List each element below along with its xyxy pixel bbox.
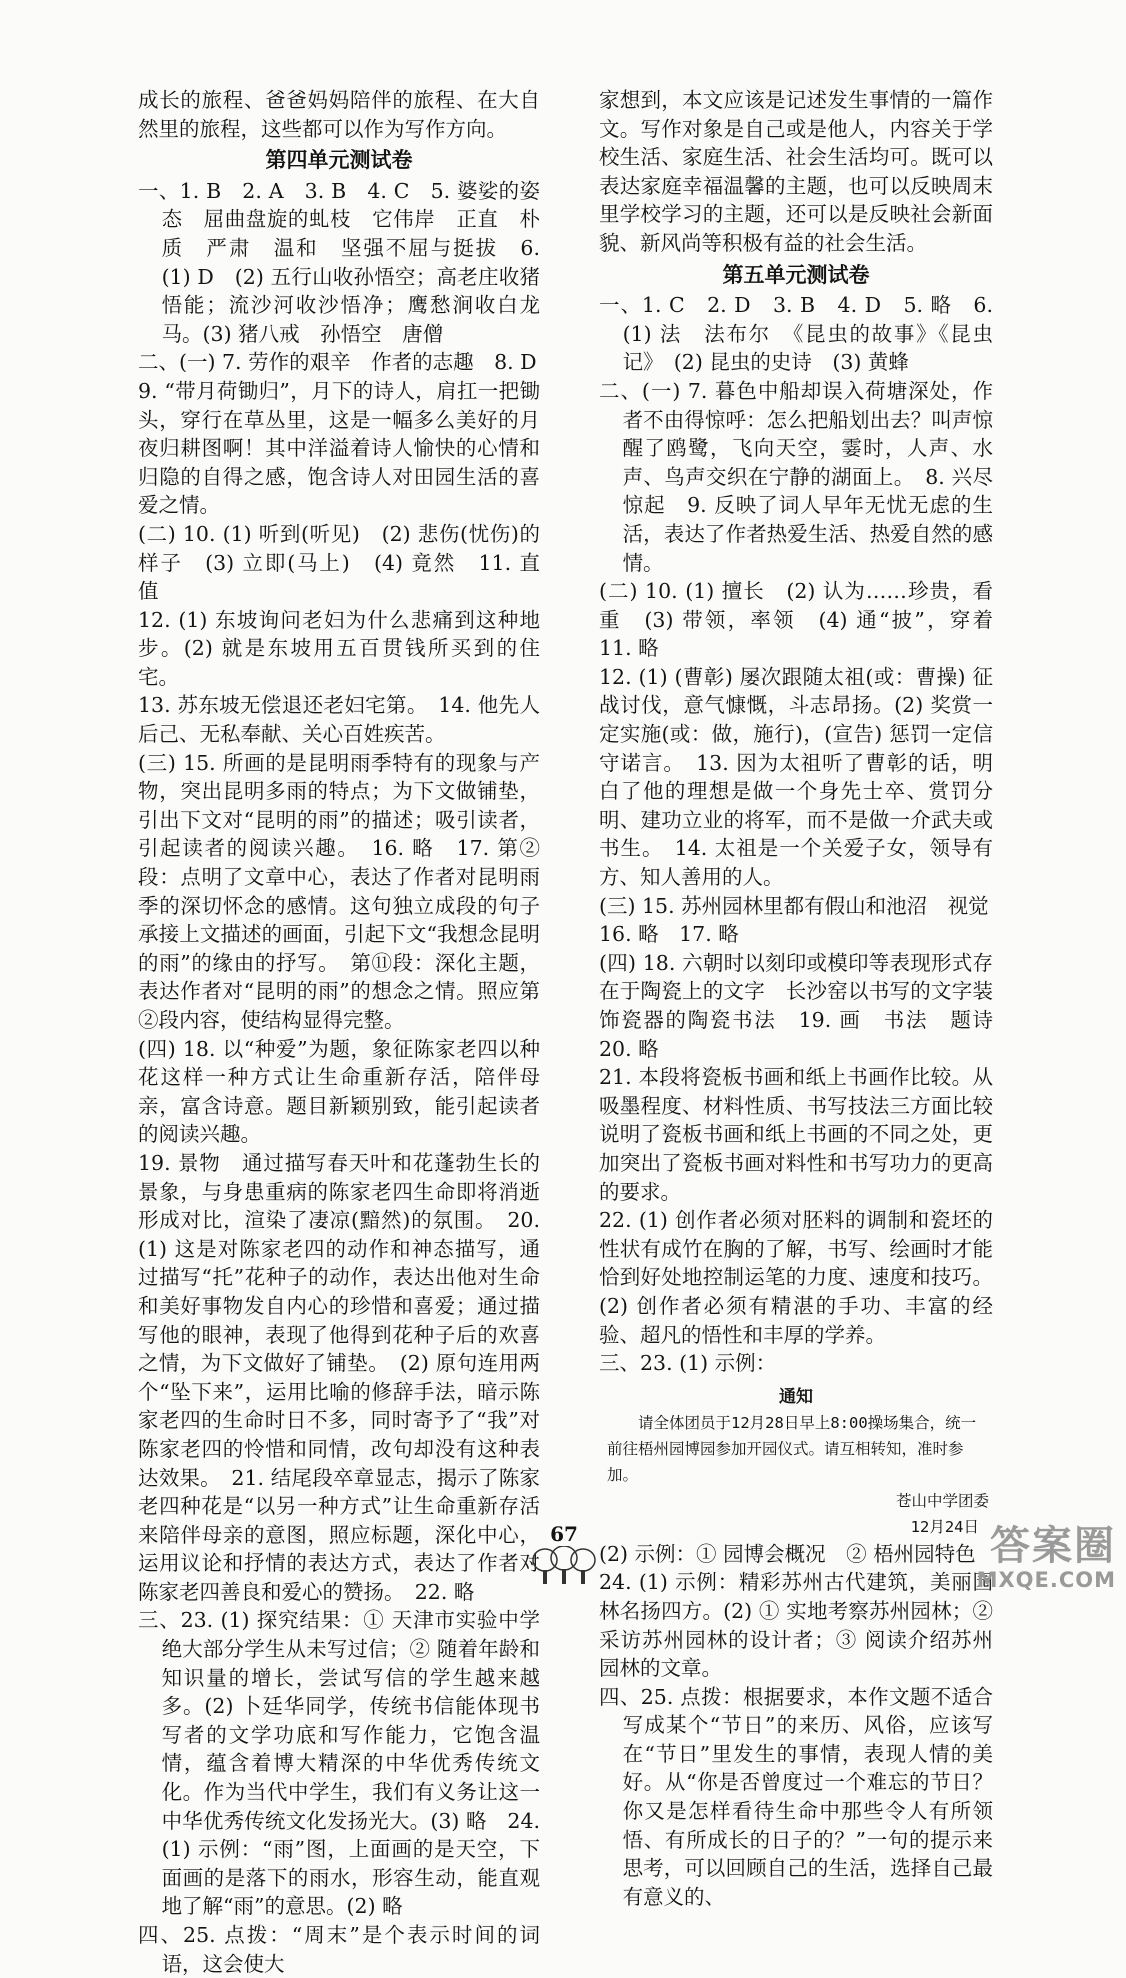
answer-paragraph: 12. (1) 东坡询问老妇为什么悲痛到这种地步。(2) 就是东坡用五百贯钱所买到的住宅。: [138, 607, 540, 689]
answer-section-1: 一、1. B 2. A 3. B 4. C 5. 婆娑的姿态 屈曲盘旋的虬枝 它伟岸 正直 朴质 严肃 温和 坚强不屈与挺拔 6. (1) D (2) 五行山收孙悟空；高老庄收猪悟能；流沙河收沙悟净；鹰愁涧收白龙马。(3) 猪八戒 孙悟空 唐僧: [138, 178, 540, 346]
page-number: [527, 1522, 601, 1590]
left-column: [138, 86, 561, 1978]
page-number-text: 67: [550, 1522, 578, 1546]
watermark-logo-text: 答案圈: [990, 1523, 1116, 1569]
answer-paragraph: (四) 18. 以“种爱”为题，象征陈家老四以种花这样一种方式让生命重新存活，陪伴母亲，富含诗意。题目新颖别致，能引起读者的阅读兴趣。: [138, 1036, 540, 1147]
notice-title: 通知: [779, 1386, 813, 1407]
answer-paragraph: 19. 景物 通过描写春天叶和花蓬勃生长的景象，与身患重病的陈家老四生命即将消逝形成对比，渲染了凄凉(黯然)的氛围。 20. (1) 这是对陈家老四的动作和神态描写，通过描写“托”花种子的动作，表达出他对生命和美好事物发自内心的珍惜和喜爱；通过描写他的眼神，表现了他得到花种子后的欢喜之情，为下文做好了铺垫。 (2) 原句连用两个“坠下来”，运用比喻的修辞手法，暗示陈家老四的生命时日不多，同时寄予了“我”对陈家老四的怜惜和同情，改句却没有这种表达效果。 21. 结尾段卒章显志，揭示了陈家老四种花是“以另一种方式”让生命重新存活来陪伴母亲的意图，照应标题，深化中心，运用议论和抒情的表达方式，表达了作者对陈家老四善良和爱心的赞扬。 22. 略: [138, 1150, 540, 1604]
answer-paragraph: 12. (1) (曹彰) 屡次跟随太祖(或：曹操) 征战讨伐，意气慷慨，斗志昂扬。(2) 奖赏一定实施(或：做，施行)，(宣告) 惩罚一定信守诺言。 13. 因为太祖听了曹彰的话，明白了他的理想是做一个身先士卒、赏罚分明、建功立业的将军，而不是做一介武夫或书生。 14. 太祖是一个关爱子女，领导有方、知人善用的人。: [599, 664, 993, 890]
answer-section-4: 四、25. 点拨：根据要求，本作文题不适合写成某个“节日”的来历、风俗，应该写在“节日”里发生的事情，表现人情的美好。从“你是否曾度过一个难忘的节日？你又是怎样看待生命中那些令人有所领悟、有所成长的日子的？”一句的提示来思考，可以回顾自己的生活，选择自己最有意义的、: [599, 1684, 993, 1909]
answer-paragraph: (四) 18. 六朝时以刻印或模印等表现形式存在于陶瓷上的文字 长沙窑以书写的文字装饰瓷器的陶瓷书法 19. 画 书法 题诗 20. 略: [599, 950, 1014, 1061]
intro-paragraph: 成长的旅程、爸爸妈妈陪伴的旅程、在大自然里的旅程，这些都可以作为写作方向。: [138, 88, 540, 141]
unit4-title: 第四单元测试卷: [265, 147, 413, 173]
answer-section-3: 三、23. (1) 探究结果：① 天津市实验中学绝大部分学生从未写过信；② 随着年龄和知识量的增长，尝试写信的学生越来越多。(2) 卜廷华同学，传统书信能体现书写者的文学功底和写作能力，它饱含温情，蕴含着博大精深的中华优秀传统文化。作为当代中学生，我们有义务让这一中华优秀传统文化发扬光大。(3) 略 24. (1) 示例：“雨”图，上面画的是天空，下面画的是落下的雨水，形容生动，能直观地了解“雨”的意思。(2) 略: [138, 1608, 540, 1919]
answer-paragraph: 9. “带月荷锄归”，月下的诗人，肩扛一把锄头，穿行在草丛里，这是一幅多么美好的月夜归耕图啊！其中洋溢着诗人愉快的心情和归隐的自得之感，饱含诗人对田园生活的喜爱之情。: [138, 378, 540, 518]
answer-paragraph: (二) 10. (1) 擅长 (2) 认为……珍贵，看重 (3) 带领，率领 (4) 通“披”，穿着 11. 略: [599, 579, 1014, 661]
unit5-title: 第五单元测试卷: [722, 261, 870, 287]
notice-date: 12月24日: [910, 1517, 979, 1536]
watermark: [916, 1524, 1116, 1592]
right-column: [599, 86, 1014, 1911]
answer-paragraph: (二) 10. (1) 听到(听见) (2) 悲伤(忧伤)的样子 (3) 立即(马上) (4) 竟然 11. 直 值: [138, 521, 561, 604]
answer-paragraph: (三) 15. 所画的是昆明雨季特有的现象与产物，突出昆明多雨的特点；为下文做铺垫，引出下文对“昆明的雨”的描述；吸引读者，引起读者的阅读兴趣。 16. 略 17. 第②段：点明了文章中心，表达了作者对昆明雨季的深切怀念的感情。这句独立成段的句子承接上文描述的画面，引起下文“我想念昆明的雨”的缘由的抒写。 第⑪段：深化主题，表达作者对“昆明的雨”的想念之情。照应第②段内容，使结构显得完整。: [138, 750, 540, 1032]
answer-section-2: 二、(一) 7. 暮色中船却误入荷塘深处，作者不由得惊呼：怎么把船划出去？叫声惊醒了鸥鹭，飞向天空，霎时，人声、水声、鸟声交织在宁静的湖面上。 8. 兴尽 惊起 9. 反映了词人早年无忧无虑的生活，表达了作者热爱生活、热爱自然的感情。: [599, 378, 1014, 575]
notice-signature: 苍山中学团委: [895, 1491, 989, 1510]
notice-body: 请全体团员于12月28日早上8:00操场集合，统一前往梧州园博园参加开园仪式。请互相转知，准时参加。: [607, 1413, 977, 1484]
answer-paragraph: (三) 15. 苏州园林里都有假山和池沼 视觉: [599, 893, 989, 918]
answer-paragraph: (2) 示例：① 园博会概况 ② 梧州园特色: [599, 1541, 976, 1566]
answer-section-2: 二、(一) 7. 劳作的艰辛 作者的志趣 8. D: [138, 350, 537, 375]
answer-section-4: 四、25. 点拨：“周末”是个表示时间的词语，这会使大: [138, 1923, 540, 1976]
answer-section-3: 三、23. (1) 示例：: [599, 1351, 777, 1376]
answer-paragraph: 22. (1) 创作者必须对胚料的调制和瓷坯的性状有成竹在胸的了解，书写、绘画时才能恰到好处地控制运笔的力度、速度和技巧。(2) 创作者必须有精湛的手功、丰富的经验、超凡的悟性和丰厚的学养。: [599, 1208, 993, 1347]
answer-paragraph: 13. 苏东坡无偿退还老妇宅第。 14. 他先人后己、无私奉献、关心百姓疾苦。: [138, 693, 540, 747]
tree-ornament-icon: [527, 1546, 601, 1586]
watermark-url: MXQE.COM: [976, 1568, 1116, 1592]
answer-paragraph: 16. 略 17. 略: [599, 922, 739, 947]
answer-paragraph: 24. (1) 示例：精彩苏州古代建筑，美丽园林名扬四方。(2) ① 实地考察苏州园林；② 采访苏州园林的设计者；③ 阅读介绍苏州园林的文章。: [599, 1570, 993, 1681]
answer-section-1: 一、1. C 2. D 3. B 4. D 5. 略 6. (1) 法 法布尔 《昆虫的故事》《昆虫记》 (2) 昆虫的史诗 (3) 黄蜂: [599, 293, 993, 375]
answer-paragraph: 21. 本段将瓷板书画和纸上书画作比较。从吸墨程度、材料性质、书写技法三方面比较说明了瓷板书画和纸上书画的不同之处，更加突出了瓷板书画对料性和书写功力的更高的要求。: [599, 1065, 993, 1204]
answer-paragraph: 家想到，本文应该是记述发生事情的一篇作文。写作对象是自己或是他人，内容关于学校生活、家庭生活、社会生活均可。既可以表达家庭幸福温馨的主题，也可以反映周末里学校学习的主题，还可以是反映社会新面貌、新风尚等积极有益的社会生活。: [599, 88, 993, 255]
